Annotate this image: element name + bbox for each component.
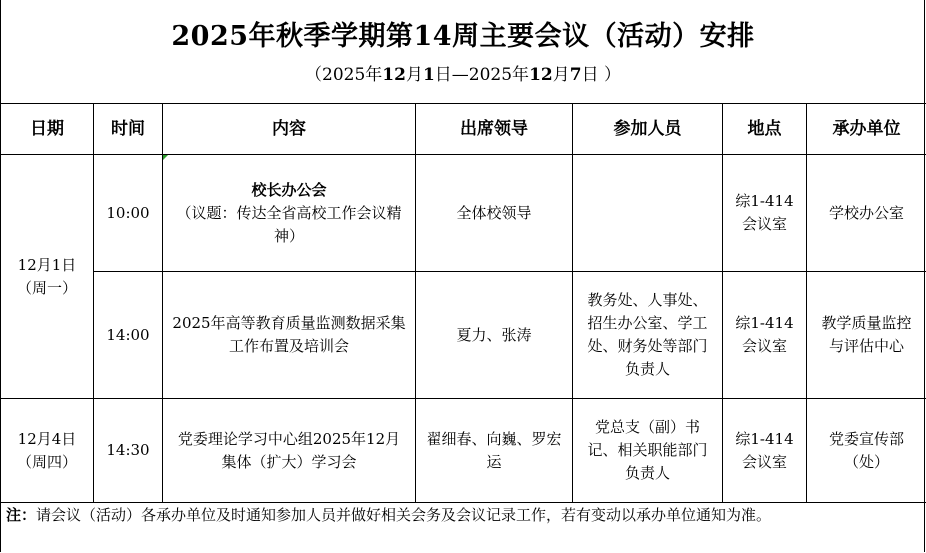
table-row xyxy=(1,399,926,503)
date-cell xyxy=(1,399,94,503)
weekday-text: （周四） xyxy=(16,452,77,471)
content-cell: 党委理论学习中心组2025年12月集体（扩大）学习会 xyxy=(163,399,416,503)
content-detail: （议题：传达全省高校工作会议精神） xyxy=(176,203,402,245)
table-row xyxy=(1,272,926,399)
header-date: 日期 xyxy=(1,104,94,155)
leaders-cell: 夏力、张涛 xyxy=(416,272,573,399)
participants-cell xyxy=(573,155,723,272)
weekday-text: （周一） xyxy=(16,278,77,297)
header-time: 时间 xyxy=(94,104,163,155)
content-cell xyxy=(163,155,416,272)
organizer-cell: 教学质量监控与评估中心 xyxy=(807,272,926,399)
time-cell: 14:30 xyxy=(94,399,163,503)
header-participants: 参加人员 xyxy=(573,104,723,155)
location-cell: 综1-414会议室 xyxy=(723,399,807,503)
footnote-text: 请会议（活动）各承办单位及时通知参加人员并做好相关会务及会议记录工作，若有变动以承办单位通知为准。 xyxy=(36,506,772,524)
cell-comment-marker xyxy=(163,155,168,160)
location-cell: 综1-414会议室 xyxy=(723,272,807,399)
organizer-cell: 学校办公室 xyxy=(807,155,926,272)
header-content: 内容 xyxy=(163,104,416,155)
footnote-label: 注： xyxy=(6,506,37,524)
header-location: 地点 xyxy=(723,104,807,155)
header-organizer: 承办单位 xyxy=(807,104,926,155)
page-title: 2025年秋季学期第14周主要会议（活动）安排 xyxy=(171,21,755,52)
content-title: 校长办公会 xyxy=(251,180,327,199)
header-leaders: 出席领导 xyxy=(416,104,573,155)
table-row xyxy=(1,155,926,272)
leaders-cell: 全体校领导 xyxy=(416,155,573,272)
date-range-subtitle: （2025年12月1日—2025年12月7日 ） xyxy=(305,65,621,85)
schedule-table xyxy=(0,103,926,503)
participants-cell: 教务处、人事处、招生办公室、学工处、财务处等部门负责人 xyxy=(573,272,723,399)
date-text: 12月4日 xyxy=(17,429,77,448)
content-cell: 2025年高等教育质量监测数据采集工作布置及培训会 xyxy=(163,272,416,399)
date-cell xyxy=(1,155,94,399)
leaders-cell: 翟细春、向巍、罗宏运 xyxy=(416,399,573,503)
time-cell: 10:00 xyxy=(94,155,163,272)
time-cell: 14:00 xyxy=(94,272,163,399)
organizer-cell: 党委宣传部（处） xyxy=(807,399,926,503)
participants-cell: 党总支（副）书记、相关职能部门负责人 xyxy=(573,399,723,503)
footnote xyxy=(6,503,916,527)
date-text: 12月1日 xyxy=(17,255,77,274)
header-row xyxy=(1,104,926,155)
location-cell: 综1-414会议室 xyxy=(723,155,807,272)
